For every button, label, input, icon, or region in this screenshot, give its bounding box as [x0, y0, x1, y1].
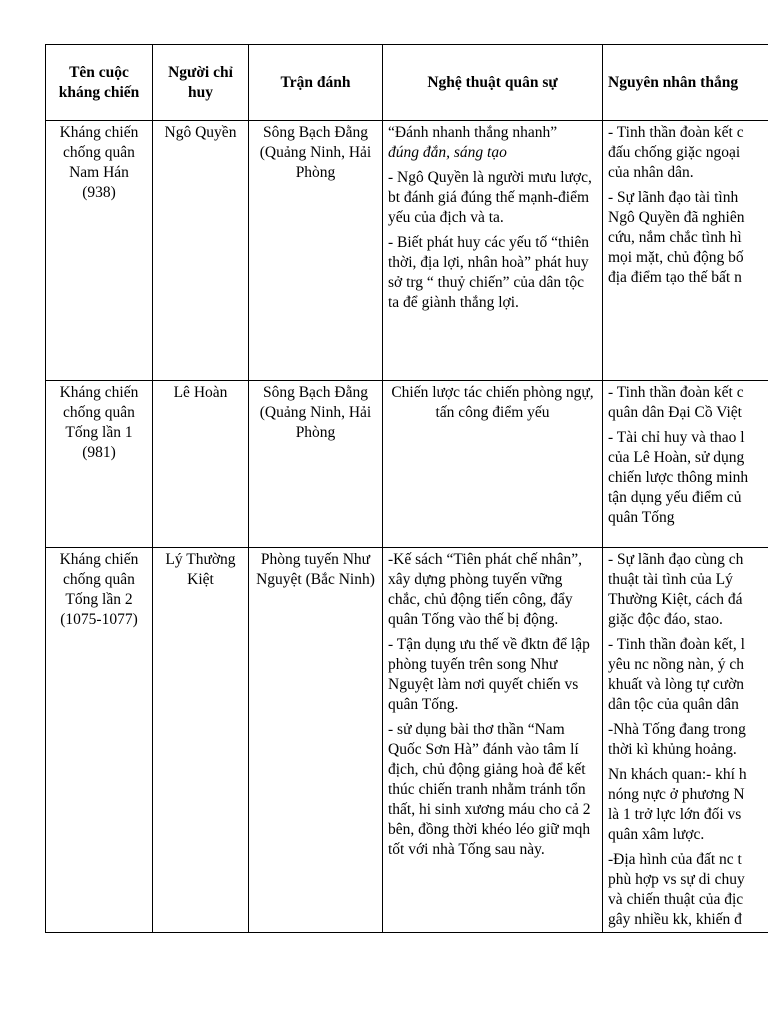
- reason-line: của nhân dân.: [608, 164, 694, 181]
- table-row: [46, 548, 768, 933]
- cell-art: [383, 548, 603, 933]
- reason-line: cứu, nắm chắc tình hì: [608, 229, 742, 246]
- cell-reason: [603, 381, 768, 548]
- reason-line: - Tinh thần đoàn kết, l: [608, 636, 745, 653]
- cell-war: Kháng chiến chống quân Tống lần 1 (981): [46, 381, 153, 548]
- reason-paragraph: [608, 428, 768, 528]
- table-row: [46, 121, 768, 381]
- reason-line: Thường Kiệt, cách đá: [608, 591, 743, 608]
- reason-line: - Sự lãnh đạo cùng ch: [608, 551, 744, 568]
- art-paragraph: - sử dụng bài thơ thần “Nam Quốc Sơn Hà” đánh vào tâm lí địch, chủ động giảng hoà để kết thúc chiến tranh nhằm tránh tổn thất, hi sinh xương máu cho cả 2 bên, đồng thời khéo léo giữ mqh tốt với nhà Tống sau này.: [388, 721, 591, 858]
- art-lead-italic: đúng đắn, sáng tạo: [388, 144, 507, 161]
- art-paragraph: [388, 123, 597, 163]
- reason-line: dân tộc của quân dân: [608, 696, 739, 713]
- reason-line: yêu nc nồng nàn, ý ch: [608, 656, 745, 673]
- cell-commander: Ngô Quyền: [153, 121, 249, 381]
- header-commander: Người chỉ huy: [153, 45, 249, 121]
- art-paragraph: - Ngô Quyền là người mưu lược, bt đánh giá đúng thế mạnh-điểm yếu của địch và ta.: [388, 169, 592, 226]
- reason-line: địa điểm tạo thế bất n: [608, 269, 742, 286]
- header-war: Tên cuộc kháng chiến: [46, 45, 153, 121]
- cell-battle: Sông Bạch Đằng (Quảng Ninh, Hải Phòng: [249, 121, 383, 381]
- reason-line: -Nhà Tống đang trong: [608, 721, 746, 738]
- reason-paragraph: [608, 383, 768, 423]
- art-paragraph: - Tận dụng ưu thế về đktn để lập phòng tuyến trên song Như Nguyệt làm nơi quyết chiến vs quân Tống.: [388, 636, 590, 713]
- reason-line: Ngô Quyền đã nghiên: [608, 209, 745, 226]
- reason-paragraph: [608, 188, 768, 288]
- header-battle: Trận đánh: [249, 45, 383, 121]
- reason-paragraph: [608, 720, 768, 760]
- cell-battle: Phòng tuyến Như Nguyệt (Bắc Ninh): [249, 548, 383, 933]
- reason-paragraph: [608, 123, 768, 183]
- reason-line: gây nhiều kk, khiến đ: [608, 911, 742, 928]
- cell-war: Kháng chiến chống quân Nam Hán (938): [46, 121, 153, 381]
- art-paragraph: - Biết phát huy các yếu tố “thiên thời, địa lợi, nhân hoà” phát huy sở trg “ thuỷ chiến” của dân tộc ta để giành thắng lợi.: [388, 234, 590, 311]
- reason-line: quân xâm lược.: [608, 826, 705, 843]
- cell-war: Kháng chiến chống quân Tống lần 2 (1075-1077): [46, 548, 153, 933]
- reason-line: khuất và lòng tự cườn: [608, 676, 745, 693]
- reason-paragraph: [608, 850, 768, 930]
- art-lead: “Đánh nhanh thắng nhanh”: [388, 124, 558, 141]
- reason-line: tận dụng yếu điểm củ: [608, 489, 742, 506]
- cell-art: Chiến lược tác chiến phòng ngự, tấn công điểm yếu: [383, 381, 603, 548]
- cell-commander: Lý Thường Kiệt: [153, 548, 249, 933]
- comparison-table: [45, 44, 768, 933]
- reason-paragraph: [608, 550, 768, 630]
- header-reason: Nguyên nhân thắng: [603, 45, 768, 121]
- reason-line: giặc độc đáo, stao.: [608, 611, 723, 628]
- reason-line: của Lê Hoàn, sử dụng: [608, 449, 745, 466]
- reason-line: nóng nực ở phương N: [608, 786, 745, 803]
- reason-line: và chiến thuật của địc: [608, 891, 744, 908]
- table-row: [46, 381, 768, 548]
- reason-line: mọi mặt, chủ động bố: [608, 249, 744, 266]
- reason-line: thuật tài tình của Lý: [608, 571, 733, 588]
- reason-line: thời kì khủng hoảng.: [608, 741, 737, 758]
- reason-line: - Tinh thần đoàn kết c: [608, 124, 744, 141]
- art-paragraph: -Kế sách “Tiên phát chế nhân”, xây dựng phòng tuyến vững chắc, chủ động tiến công, đẩy quân Tống vào thế bị động.: [388, 551, 582, 628]
- reason-paragraph: [608, 765, 768, 845]
- reason-line: - Tài chỉ huy và thao l: [608, 429, 745, 446]
- reason-line: - Tinh thần đoàn kết c: [608, 384, 744, 401]
- reason-line: là 1 trở lực lớn đối vs: [608, 806, 742, 823]
- reason-line: -Địa hình của đất nc t: [608, 851, 742, 868]
- reason-line: - Sự lãnh đạo tài tình: [608, 189, 739, 206]
- reason-line: Nn khách quan:- khí h: [608, 766, 747, 783]
- reason-line: quân Tống: [608, 509, 675, 526]
- reason-line: quân dân Đại Cồ Việt: [608, 404, 742, 421]
- cell-battle: Sông Bạch Đằng (Quảng Ninh, Hải Phòng: [249, 381, 383, 548]
- header-row: [46, 45, 768, 121]
- reason-paragraph: [608, 635, 768, 715]
- reason-line: đấu chống giặc ngoại: [608, 144, 741, 161]
- header-art: Nghệ thuật quân sự: [383, 45, 603, 121]
- cell-reason: [603, 121, 768, 381]
- cell-reason: [603, 548, 768, 933]
- reason-line: chiến lược thông minh: [608, 469, 749, 486]
- reason-line: phù hợp vs sự di chuy: [608, 871, 745, 888]
- cell-commander: Lê Hoàn: [153, 381, 249, 548]
- cell-art: [383, 121, 603, 381]
